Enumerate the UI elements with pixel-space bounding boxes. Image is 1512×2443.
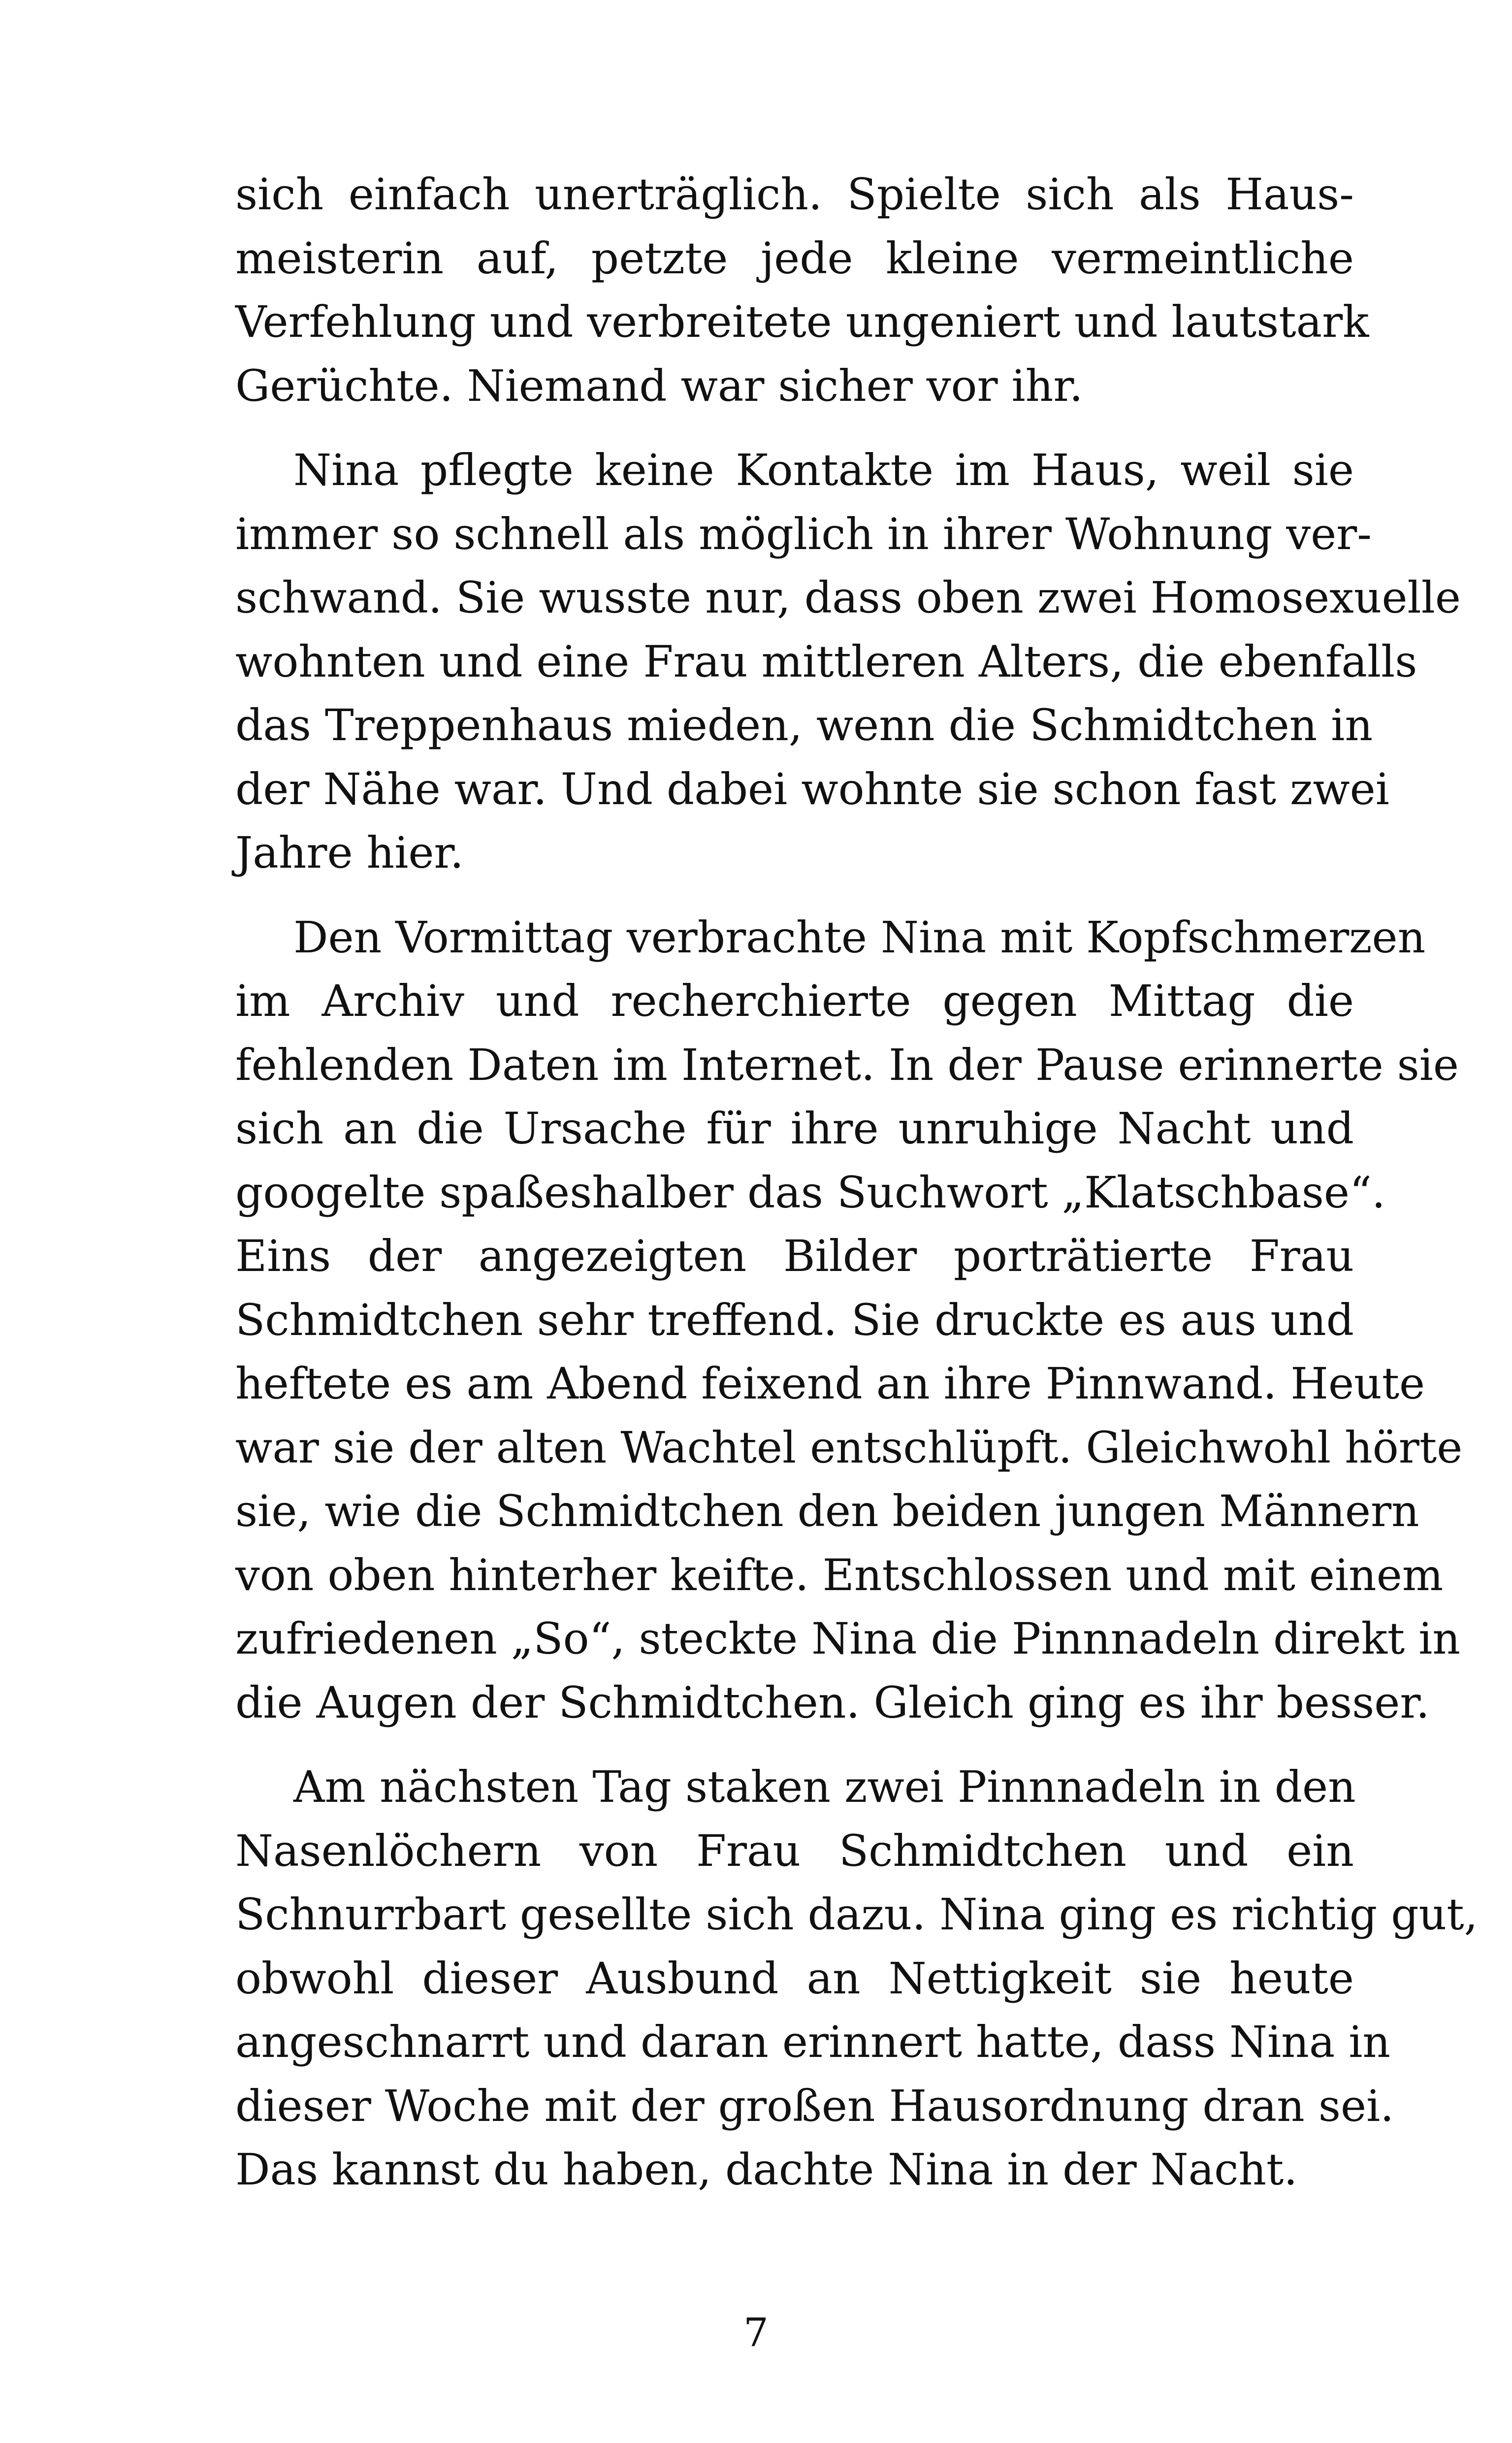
- text-line: die Augen der Schmidtchen. Gleich ging es ihr besser.: [235, 1677, 1430, 1728]
- text-line: Am nächsten Tag staken zwei Pinnnadeln in den: [293, 1761, 1356, 1812]
- text-line: Gerüchte. Niemand war sicher vor ihr.: [235, 360, 1083, 411]
- body-text: [235, 163, 1478, 2202]
- paragraph-2: [235, 438, 1461, 885]
- text-line: dieser Woche mit der großen Hausordnung dran sei.: [235, 2080, 1394, 2131]
- paragraph-4: [235, 1755, 1478, 2202]
- paragraph-3: [235, 906, 1463, 1735]
- text-line: sich einfach unerträglich. Spielte sich als Haus-: [235, 169, 1354, 220]
- text-line: sie, wie die Schmidtchen den beiden jungen Männern: [235, 1486, 1419, 1536]
- text-line: das Treppenhaus mieden, wenn die Schmidtchen in: [235, 700, 1373, 750]
- text-line: googelte spaßeshalber das Suchwort „Klatschbase“.: [235, 1167, 1385, 1218]
- text-line: von oben hinterher keifte. Entschlossen und mit einem: [235, 1549, 1444, 1600]
- text-line: Schnurrbart gesellte sich dazu. Nina ging es richtig gut,: [235, 1889, 1478, 1940]
- text-line: zufriedenen „So“, steckte Nina die Pinnnadeln direkt in: [235, 1613, 1461, 1664]
- text-line: Nasenlöchern von Frau Schmidtchen und ein: [235, 1825, 1354, 1876]
- text-line: schwand. Sie wusste nur, dass oben zwei Homosexuelle: [235, 572, 1461, 623]
- text-line: fehlenden Daten im Internet. In der Pause erinnerte sie: [235, 1039, 1459, 1090]
- text-line: immer so schnell als möglich in ihrer Wohnung ver-: [235, 508, 1372, 559]
- text-line: im Archiv und recherchierte gegen Mittag die: [235, 976, 1354, 1026]
- paragraph-gap: [235, 885, 1354, 906]
- text-line: obwohl dieser Ausbund an Nettigkeit sie heute: [235, 1953, 1354, 2004]
- text-line: heftete es am Abend feixend an ihre Pinnwand. Heute: [235, 1358, 1425, 1409]
- text-line: Eins der angezeigten Bilder porträtierte Frau: [235, 1231, 1354, 1281]
- text-line: meisterin auf, petzte jede kleine vermeintliche: [235, 232, 1354, 284]
- paragraph-1: [235, 163, 1369, 418]
- text-line: Das kannst du haben, dachte Nina in der Nacht.: [235, 2144, 1298, 2195]
- text-line: war sie der alten Wachtel entschlüpft. Gleichwohl hörte: [235, 1422, 1463, 1473]
- paragraph-gap: [235, 1734, 1354, 1755]
- text-line: Nina pflegte keine Kontakte im Haus, weil sie: [293, 445, 1354, 495]
- page-number: 7: [743, 2310, 769, 2355]
- text-line: sich an die Ursache für ihre unruhige Nacht und: [235, 1103, 1354, 1154]
- text-line: Jahre hier.: [235, 827, 464, 878]
- text-line: Den Vormittag verbrachte Nina mit Kopfschmerzen: [293, 912, 1426, 963]
- text-line: der Nähe war. Und dabei wohnte sie schon fast zwei: [235, 763, 1389, 814]
- paragraph-gap: [235, 418, 1354, 438]
- text-line: angeschnarrt und daran erinnert hatte, dass Nina in: [235, 2017, 1391, 2067]
- text-line: Schmidtchen sehr treffend. Sie druckte es aus und: [235, 1294, 1354, 1345]
- text-line: wohnten und eine Frau mittleren Alters, die ebenfalls: [235, 636, 1417, 687]
- text-line: Verfehlung und verbreitete ungeniert und lautstark: [235, 296, 1369, 347]
